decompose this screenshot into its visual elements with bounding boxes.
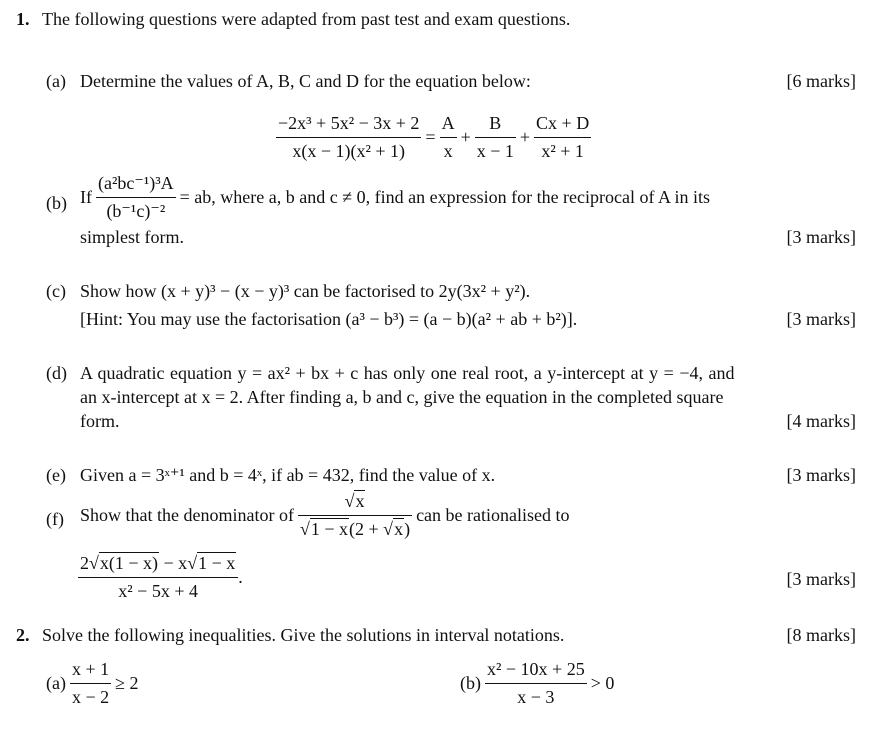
question-2b: (b) $\frac{\text{x² − 10x + 25}}{x - 3}$ > 0	[460, 659, 615, 707]
part-b-line: If $\frac{\text{(a²bc⁻¹)³A}}{\text{(b⁻¹c)⁻²}}$ = ab, where a, b and c ≠ 0, find an expression for the reciprocal of A in its	[80, 173, 711, 221]
part-e-label: (e)	[46, 465, 66, 485]
part-d-line-1: A quadratic equation y = ax² + bx + c has only one real root, a y-intercept at y = −4, and	[80, 363, 735, 383]
question-1-intro: The following questions were adapted from past test and exam questions.	[42, 9, 571, 29]
question-2-intro: Solve the following inequalities. Give the solutions in interval notations.	[42, 625, 565, 645]
question-2-number: 2.	[16, 625, 30, 645]
part-e-text: Given a = 3ˣ⁺¹ and b = 4ˣ, if ab = 432, find the value of x.	[80, 465, 496, 485]
part-f-result: $\frac{2√x(1 - x) - x√1 - x}{\text{x² − 5x + 4}}$ .	[80, 553, 243, 601]
part-b-label: (b)	[46, 193, 67, 213]
part-e-marks: [3 marks]	[786, 465, 856, 485]
part-c-label: (c)	[46, 281, 66, 301]
part-d-line-2: an x-intercept at x = 2. After finding a, b and c, give the equation in the completed square	[80, 387, 724, 407]
part-f-result-fraction: $\frac{2√x(1 - x) - x√1 - x}{\text{x² − 5x + 4}}$	[78, 552, 238, 602]
term-b-fraction: $\frac{B}{x - 1}$	[476, 113, 514, 161]
question-2a: (a) $\frac{x + 1}{x - 2}$ ≥ 2	[46, 659, 139, 707]
question-1-number: 1.	[16, 9, 30, 29]
part-a-text: Determine the values of A, B, C and D for the equation below:	[80, 71, 531, 91]
part-d-line-3: form.	[80, 411, 120, 431]
part-d-label: (d)	[46, 363, 67, 383]
part-b-fraction: $\frac{\text{(a²bc⁻¹)³A}}{\text{(b⁻¹c)⁻²}}$	[98, 173, 174, 221]
part-a-label: (a)	[46, 71, 66, 91]
part-b-marks: [3 marks]	[786, 227, 856, 247]
question-2b-fraction: $\frac{\text{x² − 10x + 25}}{x - 3}$	[487, 659, 585, 707]
part-b-text-2: simplest form.	[80, 227, 184, 247]
part-f-line: Show that the denominator of $\frac{√x}{√1 - x(2 + √x)}$ can be rationalised to	[80, 491, 570, 539]
part-a-equation: $\frac{\text{−2x³ + 5x² − 3x + 2}}{\text{x(x − 1)(x² + 1)}}$ = $\frac{A}{x}$ + $\frac{B}{x - 1}$ + $\frac{Cx + D}{\text{x² + 1}}$	[278, 113, 590, 161]
part-f-fraction: $\frac{√x}{√1 - x(2 + √x)}$	[299, 491, 411, 539]
part-f-marks: [3 marks]	[786, 569, 856, 589]
part-a-marks: [6 marks]	[786, 71, 856, 91]
part-c-text: Show how (x + y)³ − (x − y)³ can be factorised to 2y(3x² + y²).	[80, 281, 531, 301]
term-a-fraction: $\frac{A}{x}$	[441, 113, 455, 161]
part-c-marks: [3 marks]	[786, 309, 856, 329]
question-2a-fraction: $\frac{x + 1}{x - 2}$	[71, 659, 110, 707]
lhs-fraction: $\frac{\text{−2x³ + 5x² − 3x + 2}}{\text{x(x − 1)(x² + 1)}}$	[278, 113, 420, 161]
question-2-marks: [8 marks]	[786, 625, 856, 645]
term-cd-fraction: $\frac{Cx + D}{\text{x² + 1}}$	[536, 113, 590, 161]
part-d-marks: [4 marks]	[786, 411, 856, 431]
part-c-hint: [Hint: You may use the factorisation (a³ − b³) = (a − b)(a² + ab + b²)].	[80, 309, 578, 329]
part-f-label: (f)	[46, 509, 64, 529]
